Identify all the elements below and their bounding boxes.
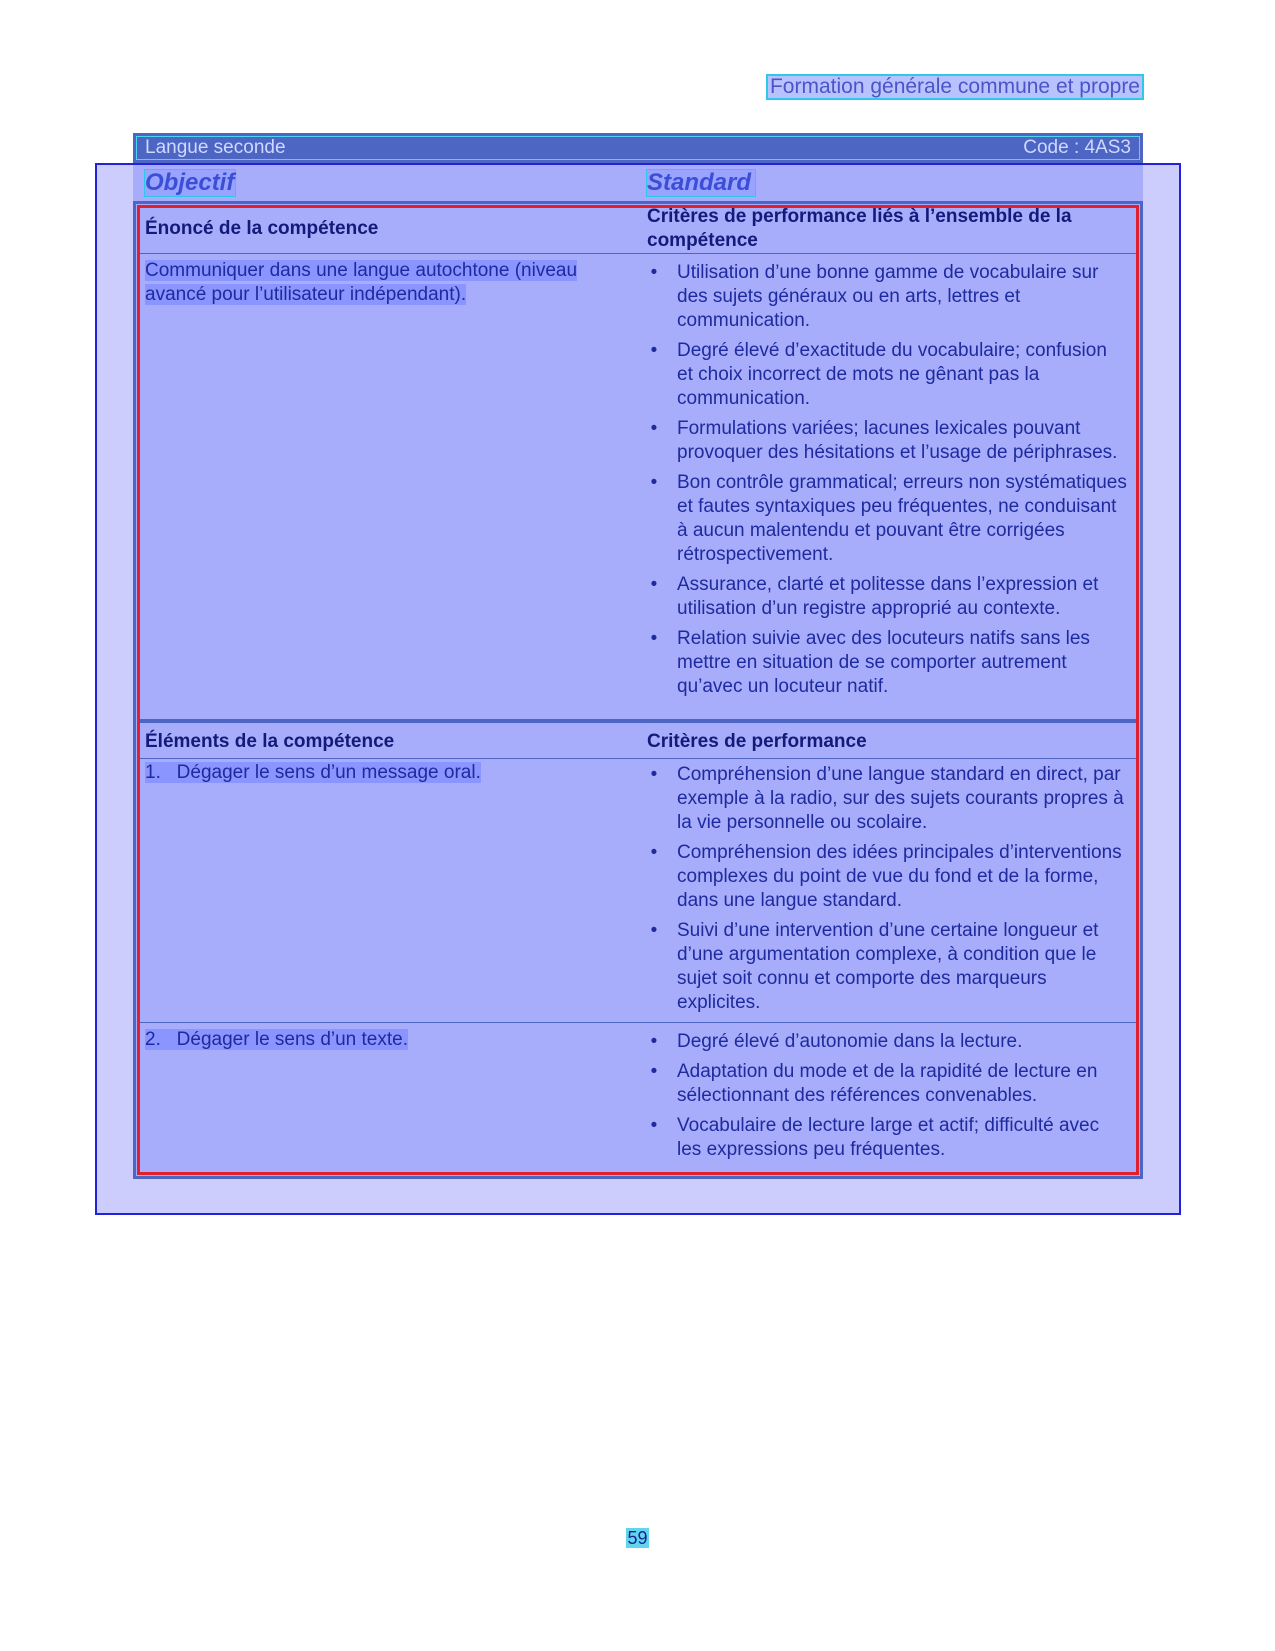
running-header: Formation générale commune et propre: [766, 74, 1144, 100]
row-divider: [137, 1022, 1139, 1023]
element-2-criteria: [647, 1030, 1127, 1168]
competence-left-header: Énoncé de la compétence: [145, 218, 379, 239]
bullet-icon: •: [650, 1115, 658, 1136]
list-item: • Compréhension des idées principales d’interventions complexes du point de vue du fond et de la forme, dans une langue standard.: [650, 842, 1122, 911]
list-item: • Vocabulaire de lecture large et actif; difficulté avec les expressions peu fréquentes.: [650, 1115, 1100, 1160]
bullet-icon: •: [650, 472, 658, 493]
competence-header-row: [137, 205, 1139, 254]
course-bar: [133, 133, 1143, 163]
list-item: • Degré élevé d’exactitude du vocabulaire; confusion et choix incorrect de mots ne gênant pas la communication.: [650, 340, 1107, 409]
bullet-icon: •: [650, 574, 658, 595]
bullet-icon: •: [650, 628, 658, 649]
bullet-icon: •: [650, 764, 658, 785]
element-2-label: 2. Dégager le sens d’un texte.: [145, 1029, 408, 1050]
list-item: • Relation suivie avec des locuteurs natifs sans les mettre en situation de se comporter autrement qu’avec un locuteur natif.: [650, 628, 1090, 697]
course-name: Langue seconde: [145, 137, 286, 158]
list-item: • Assurance, clarté et politesse dans l’expression et utilisation d’un registre approprié au contexte.: [650, 574, 1099, 619]
element-1-criteria: [647, 763, 1127, 1021]
bullet-icon: •: [650, 262, 658, 283]
bullet-icon: •: [650, 842, 658, 863]
bullet-icon: •: [650, 1031, 658, 1052]
elements-header-row: [137, 726, 1139, 759]
bullet-icon: •: [650, 418, 658, 439]
list-item: • Utilisation d’une bonne gamme de vocabulaire sur des sujets généraux ou en arts, lettres et communication.: [650, 262, 1099, 331]
list-item: • Formulations variées; lacunes lexicales pouvant provoquer des hésitations et l’usage de périphrases.: [650, 418, 1118, 463]
elements-right-header: Critères de performance: [647, 731, 867, 752]
bullet-icon: •: [650, 340, 658, 361]
section-titles: [133, 165, 1143, 201]
bullet-icon: •: [650, 920, 658, 941]
list-item: • Suivi d’une intervention d’une certaine longueur et d’une argumentation complexe, à condition que le sujet soit connu et comporte des marqueurs explicites.: [650, 920, 1099, 1013]
list-item: • Compréhension d’une langue standard en direct, par exemple à la radio, sur des sujets courants propres à la vie personnelle ou scolaire.: [650, 764, 1124, 833]
course-code: Code : 4AS3: [1023, 137, 1131, 158]
page-number: 59: [627, 1528, 648, 1548]
list-item: • Adaptation du mode et de la rapidité de lecture en sélectionnant des références convenables.: [650, 1061, 1098, 1106]
objectif-title: Objectif: [145, 169, 235, 196]
bullet-icon: •: [650, 1061, 658, 1082]
element-1-label: 1. Dégager le sens d’un message oral.: [145, 762, 481, 783]
competence-criteria-list: [647, 261, 1127, 705]
list-item: • Degré élevé d’autonomie dans la lecture.: [650, 1031, 1023, 1052]
elements-left-header: Éléments de la compétence: [145, 731, 395, 752]
competence-right-header: Critères de performance liés à l’ensemble de la compétence: [647, 206, 1072, 251]
section-divider: [137, 719, 1139, 723]
standard-title: Standard: [646, 169, 756, 197]
list-item: • Bon contrôle grammatical; erreurs non systématiques et fautes syntaxiques peu fréquentes, ne conduisant à aucun malentendu et pouvant être corrigées rétrospectivement.: [650, 472, 1127, 565]
competence-statement: Communiquer dans une langue autochtone (niveau avancé pour l’utilisateur indépendant).: [145, 260, 578, 305]
